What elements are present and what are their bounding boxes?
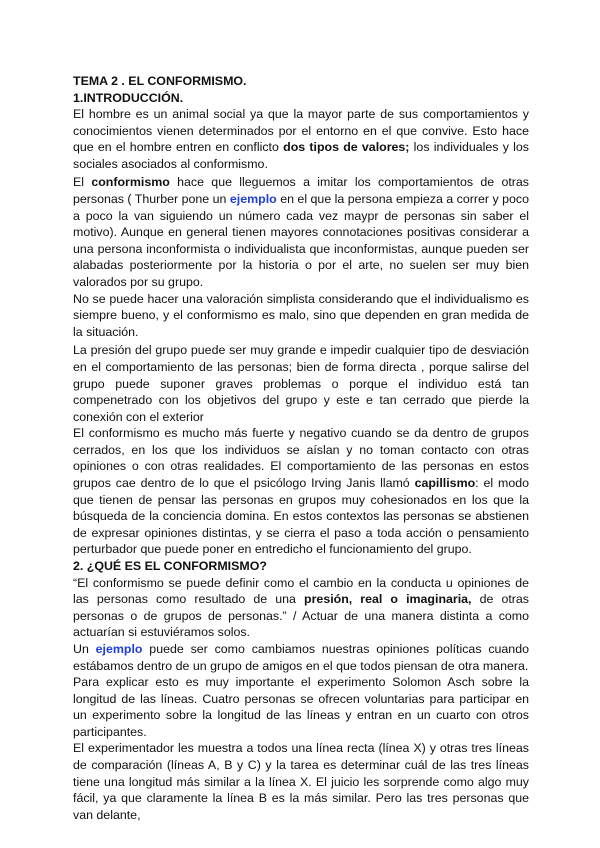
paragraph-7-text-a: Un bbox=[73, 641, 96, 656]
keyword-ejemplo: ejemplo bbox=[229, 191, 277, 206]
paragraph-7 bbox=[73, 641, 529, 674]
paragraph-1-text-a: El hombre es un animal social ya que la mayor parte de sus comportamientos y conocimientos vienen determinados por el entorno en el que convive. Esto hace que en el hombre entren en conflicto bbox=[73, 107, 529, 155]
paragraph-2-text-e: en el que la persona empieza a correr y poco a poco la van siguiendo un número cada vez maypr de personas sin saber el motivo). Aunque en general tienen mayores connotaciones positivas considerar a una persona inconformista o individualista que inconformistas, aunque pueden ser alabadas posteriormente por la historia o por el arte, no suelen ser muy bien valorados por su grupo. bbox=[73, 191, 529, 289]
paragraph-2-text-c: hace que lleguemos a imitar los comportamientos de otras personas ( Thurber pone un bbox=[73, 175, 529, 206]
paragraph-7-text-c: puede ser como cambiamos nuestras opiniones políticas cuando estábamos dentro de un grupo de amigos en el que todos piensan de otra manera. bbox=[73, 641, 529, 673]
paragraph-4: La presión del grupo puede ser muy grande e impedir cualquier tipo de desviación en el comportamiento de las personas; bien de forma directa , porque salirse del grupo puede suponer graves problemas o porque el individuo está tan compenetrado con los objetivos del grupo y este e tan cerrado que pierde la conexión con el exterior bbox=[73, 343, 529, 424]
paragraph-2-text-a: El bbox=[73, 175, 92, 190]
paragraph-1 bbox=[73, 106, 529, 172]
paragraph-1-bold: dos tipos de valores; bbox=[283, 140, 410, 155]
paragraph-6-text-c: de otras personas o de grupos de personas.” / Actuar de una manera distinta a como actuarían si estuviéramos solos. bbox=[73, 592, 530, 640]
paragraph-5-text-c: : el modo que tienen de pensar las personas en grupos muy cohesionados en los que la búsqueda de la conciencia domina. En estos contextos las personas se abstienen de expresar opiniones distintas, y se cierra el paso a toda acción o pensamiento perturbador que puede poner en entredicho el funcionamiento del grupo. bbox=[73, 476, 530, 557]
paragraph-1-text-c: los individuales y los sociales asociados al conformismo. bbox=[73, 140, 529, 171]
paragraph-5 bbox=[73, 425, 529, 558]
paragraph-9: El experimentador les muestra a todos una línea recta (línea X) y otras tres líneas de comparación (líneas A, B y C) y la tarea es determinar cuál de las tres líneas tiene una longitud más similar a la línea X. El juicio les sorprende como algo muy fácil, ya que claramente la línea B es la más similar. Pero las tres personas que van delante, bbox=[73, 741, 529, 822]
paragraph-6-text-a: “El conformismo se puede definir como el cambio en la conducta u opiniones de las personas como resultado de una bbox=[73, 575, 529, 607]
paragraph-8: Para explicar esto es muy importante el experimento Solomon Asch sobre la longitud de las líneas. Cuatro personas se ofrecen voluntarias para participar en un experimento sobre la longitud de las líneas y entran en un cuarto con otros participantes. bbox=[73, 675, 529, 739]
document-title: TEMA 2 . EL CONFORMISMO. bbox=[73, 74, 247, 88]
paragraph-3: No se puede hacer una valoración simplista considerando que el individualismo es siempre bueno, y el conformismo es malo, sino que dependen en gran medida de la situación. bbox=[73, 291, 529, 339]
section-heading-que-es: 2. ¿QUÉ ES EL CONFORMISMO? bbox=[73, 559, 267, 574]
paragraph-6 bbox=[73, 575, 529, 641]
keyword-ejemplo-2: ejemplo bbox=[95, 641, 143, 656]
section-heading-introduccion: 1.INTRODUCCIÓN. bbox=[73, 90, 184, 105]
paragraph-2 bbox=[73, 174, 529, 290]
paragraph-5-bold-capillismo: capillismo bbox=[414, 476, 476, 491]
paragraph-2-bold-conformismo: conformismo bbox=[91, 175, 170, 190]
paragraph-5-text-a: El conformismo es mucho más fuerte y negativo cuando se da dentro de grupos cerrados, en los que los individuos se aíslan y no toman contacto con otras opiniones o con otras realidades. El comportamiento de las personas en estos grupos cae dentro de lo que el psicólogo Irving Janis llamó bbox=[73, 426, 529, 491]
paragraph-6-bold-presion: presión, real o imaginaria, bbox=[304, 592, 472, 607]
